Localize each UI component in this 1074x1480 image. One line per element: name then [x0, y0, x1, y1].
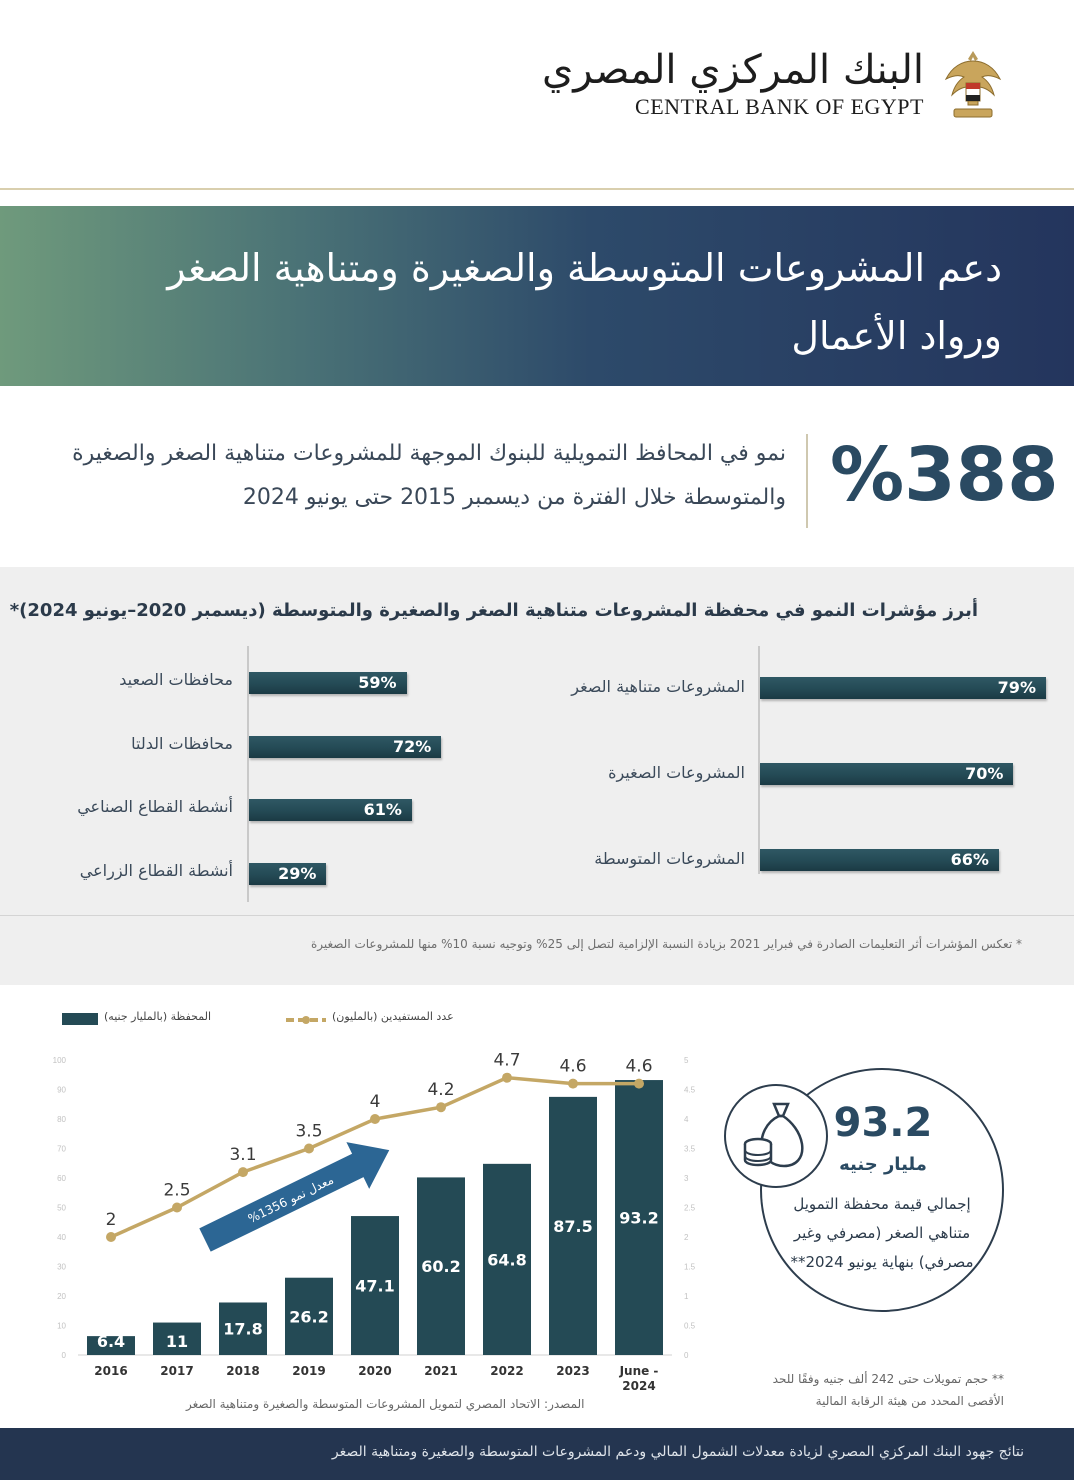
bar-category-label: المشروعات متناهية الصغر	[571, 677, 745, 696]
x-tick-label: 2022	[490, 1364, 524, 1378]
callout-unit: مليار جنيه	[839, 1154, 927, 1175]
banner-title-line1: دعم المشروعات المتوسطة والصغيرة ومتناهية الصغر	[167, 246, 1002, 290]
portfolio-combo-chart	[0, 1000, 710, 1400]
horizontal-bar	[760, 849, 999, 871]
right-axis-tick-label: 3	[684, 1174, 689, 1183]
bar-category-label: أنشطة القطاع الصناعي	[77, 797, 233, 816]
bar-value-label: 6.4	[96, 1332, 126, 1351]
horizontal-bar	[249, 799, 412, 821]
bar-category-label: أنشطة القطاع الزراعي	[79, 860, 233, 880]
bar-category-label: محافظات الصعيد	[119, 670, 233, 689]
footer-text: نتائج جهود البنك المركزي المصري لزيادة معدلات الشمول المالي ودعم المشروعات المتوسطة والصغيرة ومتناهية الصغر	[331, 1444, 1024, 1460]
callout-footnote: ** حجم تمويلات حتى 242 ألف جنيه وفقًا للحد الأقصى المحدد من هيئة الرقابة المالية	[772, 1372, 1004, 1408]
right-axis-tick-label: 5	[684, 1056, 689, 1065]
bar-value-label: 59%	[358, 673, 397, 692]
legend-bar-label: المحفظة (بالمليار جنيه)	[104, 1010, 212, 1023]
right-axis-tick-label: 3.5	[684, 1144, 696, 1154]
header	[0, 0, 1074, 190]
growth-arrow-label: معدل نمو 1356%	[245, 1172, 336, 1226]
logo-english: CENTRAL BANK OF EGYPT	[635, 94, 924, 119]
x-tick-label: 2021	[424, 1364, 458, 1378]
right-axis-tick-label: 0	[684, 1351, 689, 1360]
left-axis-tick-label: 10	[57, 1321, 66, 1331]
bar-value-label: 17.8	[223, 1319, 263, 1339]
x-tick-label: 2017	[160, 1364, 194, 1378]
left-axis-tick-label: 80	[57, 1115, 66, 1124]
kpi-description: نمو في المحافظ التمويلية للبنوك الموجهة للمشروعات متناهية الصغر والصغيرة والمتوسطة خلال الفترة من ديسمبر 2015 حتى يونيو 2024	[72, 441, 786, 510]
x-tick-label: 2018	[226, 1364, 260, 1378]
line-value-label: 4	[369, 1092, 381, 1112]
bar-value-label: 61%	[363, 800, 402, 819]
bar-value-label: 60.2	[421, 1257, 461, 1277]
money-bag-icon	[726, 1086, 826, 1186]
left-axis-tick-label: 20	[57, 1292, 66, 1301]
beneficiaries-point	[304, 1144, 314, 1154]
left-axis-tick-label: 40	[57, 1233, 66, 1242]
right-axis-tick-label: 2	[684, 1233, 689, 1242]
kpi-value: %388	[830, 432, 1059, 518]
x-tick-label: 2016	[94, 1364, 128, 1378]
beneficiaries-point	[634, 1079, 644, 1089]
bar-category-label: محافظات الدلتا	[131, 733, 233, 753]
bar-category-label: المشروعات المتوسطة	[594, 849, 745, 868]
beneficiaries-point	[106, 1232, 116, 1242]
left-axis-tick-label: 90	[57, 1085, 66, 1095]
beneficiaries-point	[436, 1102, 446, 1112]
right-axis-tick-label: 1.5	[684, 1262, 696, 1272]
beneficiaries-point	[502, 1073, 512, 1083]
bar-value-label: 70%	[965, 764, 1004, 783]
footer	[0, 1428, 1074, 1480]
bar-value-label: 47.1	[355, 1276, 395, 1296]
horizontal-bar	[760, 763, 1013, 785]
kpi-divider	[806, 434, 808, 528]
title-banner	[0, 206, 1074, 386]
header-divider	[0, 188, 1074, 190]
line-value-label: 2	[105, 1210, 117, 1230]
horizontal-bar	[760, 677, 1046, 699]
bar-value-label: 29%	[278, 863, 317, 883]
line-value-label: 4.6	[625, 1056, 653, 1077]
x-tick-label: June -	[619, 1364, 659, 1378]
bar-value-label: 11	[165, 1332, 189, 1351]
money-bag-icon-circle	[724, 1084, 828, 1188]
left-axis-tick-label: 50	[57, 1203, 66, 1213]
x-tick-label: 2023	[556, 1364, 590, 1378]
banner-title-line2: ورواد الأعمال	[791, 314, 1002, 358]
line-value-label: 3.1	[229, 1145, 257, 1166]
horizontal-bar	[249, 672, 407, 694]
growth-title: أبرز مؤشرات النمو في محفظة المشروعات متناهية الصغر والصغيرة والمتوسطة (ديسمبر 2020–يونيو 2024)*	[9, 600, 978, 621]
left-axis-tick-label: 60	[57, 1174, 66, 1183]
beneficiaries-point	[172, 1203, 182, 1213]
right-axis-tick-label: 4	[684, 1115, 689, 1124]
left-axis-tick-label: 0	[61, 1351, 66, 1360]
logo	[542, 45, 1004, 123]
callout-value: 93.2	[833, 1100, 933, 1146]
bar-value-label: 64.8	[487, 1250, 527, 1270]
logo-text	[542, 48, 924, 120]
line-value-label: 2.5	[163, 1180, 191, 1201]
growth-footnote: * تعكس المؤشرات أثر التعليمات الصادرة في فبراير 2021 بزيادة النسبة الإلزامية لتصل إلى 25% وتوجيه نسبة 10% منها للمشروعات الصغيرة	[310, 937, 1022, 951]
logo-arabic: البنك المركزي المصري	[542, 47, 924, 93]
banner-title	[22, 234, 1002, 370]
chart-source: المصدر: الاتحاد المصري لتمويل المشروعات المتوسطة والصغيرة ومتناهية الصغر	[186, 1397, 585, 1411]
eagle-emblem-icon	[942, 45, 1004, 123]
bar-category-label: المشروعات الصغيرة	[608, 763, 745, 782]
left-axis-tick-label: 30	[57, 1262, 66, 1272]
growth-divider	[0, 915, 1074, 916]
callout-description: إجمالي قيمة محفظة التمويل متناهي الصغر (مصرفي وغير مصرفي) بنهاية يونيو 2024**	[790, 1195, 974, 1271]
line-value-label: 3.5	[295, 1121, 323, 1142]
bar-value-label: 72%	[392, 736, 432, 756]
bar-value-label: 87.5	[553, 1216, 593, 1236]
right-axis-tick-label: 2.5	[684, 1203, 696, 1213]
x-tick-label: 2020	[358, 1364, 392, 1378]
right-axis-tick-label: 4.5	[684, 1085, 696, 1095]
bar-value-label: 66%	[950, 850, 989, 869]
horizontal-bar	[249, 863, 326, 885]
beneficiaries-point	[370, 1114, 380, 1124]
bar-value-label: 26.2	[289, 1307, 329, 1327]
left-axis-tick-label: 100	[52, 1056, 66, 1065]
left-axis-tick-label: 70	[57, 1144, 66, 1154]
right-axis-tick-label: 0.5	[684, 1321, 696, 1331]
x-tick-label: 2024	[622, 1379, 656, 1393]
bar-value-label: 93.2	[619, 1208, 659, 1228]
horizontal-bar	[249, 736, 441, 758]
x-tick-label: 2019	[292, 1364, 326, 1378]
line-value-label: 4.6	[559, 1056, 587, 1077]
beneficiaries-point	[238, 1167, 248, 1177]
line-value-label: 4.7	[493, 1050, 521, 1071]
beneficiaries-point	[568, 1079, 578, 1089]
legend-line-label: عدد المستفيدين (بالمليون)	[332, 1010, 454, 1023]
bar-value-label: 79%	[997, 678, 1036, 697]
line-value-label: 4.2	[427, 1080, 455, 1101]
right-axis-tick-label: 1	[684, 1292, 689, 1301]
